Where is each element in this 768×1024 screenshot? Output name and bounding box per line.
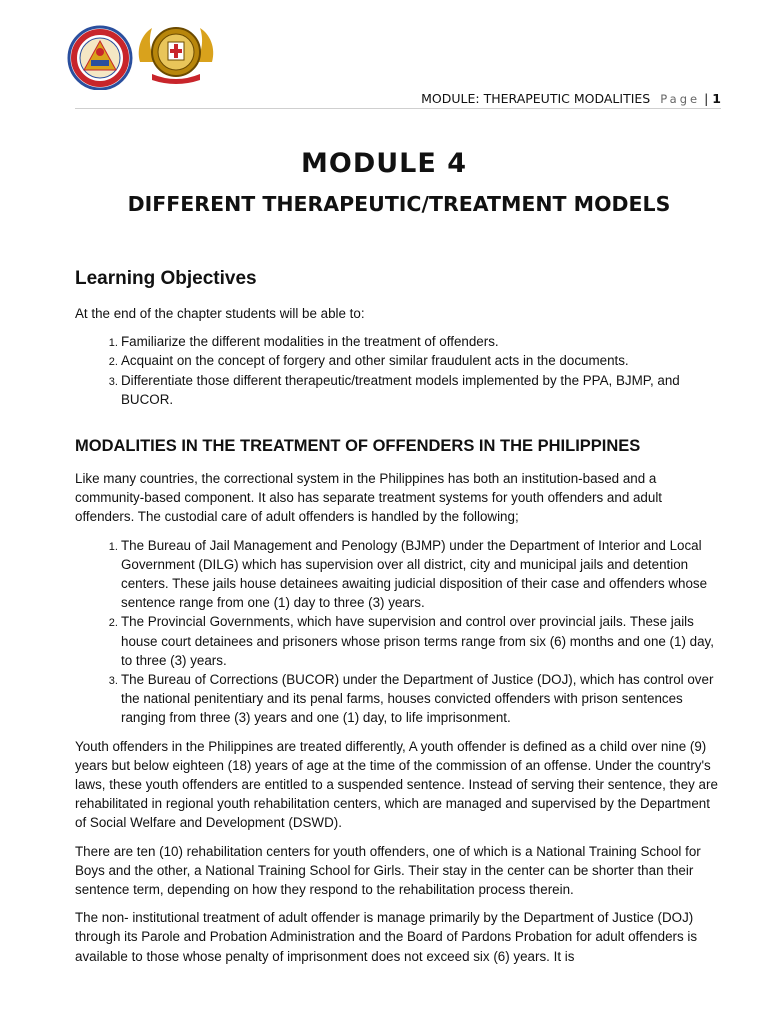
objectives-intro: At the end of the chapter students will be able to:: [75, 306, 365, 321]
list-item: 1. The Bureau of Jail Management and Penology (BJMP) under the Department of Interior and Local Government (DILG) which has supervision over all district, city and municipal jails and detention centers. These jails house detainees awaiting judicial disposition of their case and offenders whose sentence range from one (1) day to three (3) years.: [121, 536, 723, 613]
module-subtitle: DIFFERENT THERAPEUTIC/TREATMENT MODELS: [127, 192, 671, 216]
list-item: 3. The Bureau of Corrections (BUCOR) under the Department of Justice (DOJ), which has control over the national penitentiary and its penal farms, houses convicted offenders with prison sentences ranging from three (3) years and one (1) day, to life imprisonment.: [121, 670, 723, 728]
modalities-heading: MODALITIES IN THE TREATMENT OF OFFENDERS IN THE PHILIPPINES: [75, 437, 641, 456]
page-separator: |: [704, 91, 709, 106]
list-item: 1. Familiarize the different modalities in the treatment of offenders.: [121, 332, 723, 351]
module-title: MODULE 4: [301, 148, 467, 179]
college-seal-icon: [134, 22, 218, 86]
paragraph: The non- institutional treatment of adult offender is manage primarily by the Department of Justice (DOJ) through its Parole and Probation Administration and the Board of Pardons Probation for adult offenders is available to those whose penalty of imprisonment does not exceed six (6) years. It is: [75, 910, 698, 964]
modalities-intro: Like many countries, the correctional system in the Philippines has both an institution-based and a community-based component. It also has separate treatment systems for youth offenders and adult offenders. The custodial care of adult offenders is handled by the following;: [75, 471, 663, 525]
running-title: MODULE: THERAPEUTIC MODALITIES: [421, 91, 651, 106]
list-item: 2. The Provincial Governments, which have supervision and control over provincial jails. These jails house court detainees and prisoners whose prison terms range from six (6) months and one (1) day, to three (3) years.: [121, 612, 723, 670]
objectives-heading: Learning Objectives: [75, 268, 257, 289]
page-label: Page: [660, 92, 701, 106]
list-item: 2. Acquaint on the concept of forgery and other similar fraudulent acts in the documents.: [121, 351, 723, 370]
objectives-list: [75, 332, 723, 409]
list-item: 3. Differentiate those different therapeutic/treatment models implemented by the PPA, BJMP, and BUCOR.: [121, 371, 723, 409]
paragraph: Youth offenders in the Philippines are treated differently, A youth offender is defined as a child over nine (9) years but below eighteen (18) years of age at the time of the commission of an offense. Under the country's laws, these youth offenders are entitled to a suspended sentence. Instead of serving their sentence, they are rehabilitated in regional youth rehabilitation centers, which are managed and supervised by the Department of Social Welfare and Development (DSWD).: [75, 738, 718, 831]
running-header: [421, 91, 721, 106]
page-number: 1: [712, 91, 721, 106]
paragraph: There are ten (10) rehabilitation centers for youth offenders, one of which is a National Training School for Boys and the other, a National Training School for Girls. Their stay in the center can be shorter than their sentence term, depending on how they respond to the rehabilitation process therein.: [75, 843, 701, 898]
custodial-list: [75, 536, 723, 728]
header-divider: [75, 108, 721, 109]
document-body: [75, 266, 723, 975]
